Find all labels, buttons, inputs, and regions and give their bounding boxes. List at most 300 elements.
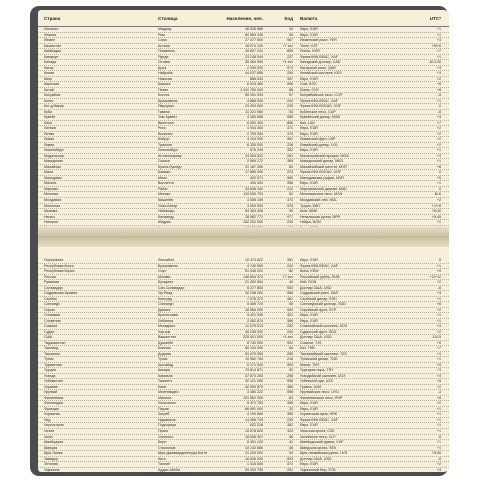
code-cell: 34: [289, 27, 293, 31]
country-cell: Катар: [44, 65, 54, 70]
code-cell: 967: [287, 38, 293, 43]
utc-cell: +5:45: [431, 214, 441, 219]
utc-cell: +6:30: [431, 209, 441, 214]
population-cell: 18 006 407: [245, 434, 263, 439]
code-cell: 356: [287, 181, 293, 186]
population-cell: 66 991 000: [245, 406, 263, 411]
country-cell: Сингапур: [44, 302, 60, 307]
currency-cell: Евро, EUR: [300, 318, 318, 323]
population-cell: 866 633: [250, 76, 263, 81]
population-cell: 1 315 635: [247, 462, 263, 467]
population-cell: 21 262 504: [245, 280, 263, 285]
bottom-page: [38, 247, 449, 472]
utc-cell: -8/-6: [433, 192, 441, 197]
capital-cell: Стокгольм: [158, 445, 176, 450]
capital-cell: Мале: [158, 175, 168, 180]
country-cell: Словения: [44, 318, 61, 323]
population-cell: 16 626 000: [245, 456, 263, 461]
code-cell: 249: [287, 329, 293, 334]
capital-cell: Рига: [158, 126, 166, 131]
capital-cell: Улан-Батор: [158, 203, 178, 208]
capital-cell: Куала-Лумпур: [158, 164, 182, 169]
utc-cell: +2: [436, 401, 441, 406]
utc-cell: +9: [436, 269, 441, 274]
utc-cell: +1: [436, 423, 441, 428]
currency-cell: Франк КФА ВЕАС, XAF: [300, 54, 338, 59]
currency-cell: Кенийский шиллинг, KES: [300, 71, 342, 76]
code-cell: 65: [289, 302, 293, 307]
population-cell: 14 496 739: [245, 417, 263, 422]
code-cell: 94: [289, 451, 293, 456]
population-cell: 5 471 753: [247, 401, 263, 406]
header-utc: UTC*: [429, 16, 441, 21]
country-cell: Мексика: [44, 192, 59, 197]
utc-cell: +3: [436, 373, 441, 378]
population-cell: 182 202 000: [243, 220, 263, 225]
utc-cell: +8: [436, 164, 441, 169]
bottom-table-body: [38, 258, 449, 472]
country-cell: Куба: [44, 109, 52, 114]
population-cell: 10 142 686: [245, 445, 263, 450]
code-cell: +1 ххх: [282, 335, 293, 340]
currency-cell: Доллар США, USD: [300, 456, 332, 461]
code-cell: 223: [287, 170, 293, 175]
country-cell: Шри-Ланка: [44, 451, 63, 456]
capital-cell: Прага: [158, 428, 168, 433]
capital-cell: Могадишо: [158, 324, 176, 329]
currency-cell: Ливийский динар, LYD: [300, 142, 338, 147]
currency-cell: Канадский доллар, CAD: [300, 60, 341, 65]
population-cell: 23 248 044: [245, 54, 263, 59]
country-cell: Республика Конго: [44, 263, 74, 268]
currency-cell: Евро, EUR: [300, 313, 318, 318]
country-cell: Черногория: [44, 423, 64, 428]
currency-cell: Малайзийский ринггит, MYR: [300, 164, 348, 169]
code-cell: 41: [289, 440, 293, 445]
utc-cell: +1: [436, 428, 441, 433]
utc-cell: +3: [436, 115, 441, 120]
code-cell: 261: [287, 153, 293, 158]
code-cell: 57: [289, 93, 293, 98]
capital-cell: Эль-Кувейт: [158, 115, 178, 120]
country-cell: Сербия: [44, 296, 57, 301]
utc-cell: +1: [436, 296, 441, 301]
capital-cell: Хельсинки: [158, 401, 176, 406]
utc-cell: +1: [436, 412, 441, 417]
country-cell: Камерун: [44, 54, 59, 59]
top-table-body: [38, 27, 449, 227]
currency-cell: Суданский фунт, SDG: [300, 329, 337, 334]
country-cell: Сальвадор: [44, 285, 63, 290]
utc-cell: -3: [437, 390, 441, 395]
utc-cell: +5: [436, 379, 441, 384]
code-cell: 966: [287, 291, 293, 296]
capital-cell: Любляна: [158, 318, 173, 323]
code-cell: 963: [287, 307, 293, 312]
capital-cell: Аддис-Абеба: [158, 467, 180, 472]
currency-cell: Сербский динар, RSD: [300, 296, 337, 301]
capital-cell: Монтевидео: [158, 390, 179, 395]
population-cell: 5 171 943: [247, 362, 263, 367]
currency-cell: Евро, EUR: [300, 131, 318, 136]
currency-cell: Мальдивская руфия, MVR: [300, 175, 344, 180]
code-cell: 251: [287, 467, 293, 472]
country-cell: Швеция: [44, 445, 58, 450]
country-cell: Казахстан: [44, 43, 61, 48]
currency-cell: Евро, EUR: [300, 148, 318, 153]
code-cell: 40: [289, 280, 293, 285]
population-cell: 24 053 832: [245, 153, 263, 158]
code-cell: 52: [289, 192, 293, 197]
country-cell: Камбоджа: [44, 49, 61, 54]
currency-cell: Манат, TMT: [300, 362, 320, 367]
capital-cell: Бамако: [158, 170, 171, 175]
country-cell: Мальта: [44, 181, 57, 186]
currency-cell: Чилийское песо, CLP: [300, 434, 336, 439]
currency-cell: Сингапурский доллар, SGD: [300, 302, 346, 307]
code-cell: 90: [289, 368, 293, 373]
capital-cell: Сана: [158, 38, 167, 43]
capital-cell: Антананариву: [158, 153, 182, 158]
population-cell: 6 330 000: [247, 142, 263, 147]
country-cell: Чили: [44, 434, 53, 439]
capital-cell: Анкара: [158, 368, 171, 373]
population-cell: 6 492 400: [247, 120, 263, 125]
currency-cell: Франк КФА ВЕАС, XAF: [300, 98, 338, 103]
currency-cell: Евро, EUR: [300, 76, 318, 81]
population-cell: 40 235 000: [245, 329, 263, 334]
capital-cell: Бейрут: [158, 137, 170, 142]
code-cell: 82: [289, 269, 293, 274]
capital-cell: Эр-Рияд: [158, 291, 173, 296]
country-cell: Малайзия: [44, 164, 61, 169]
country-cell: Сирия: [44, 307, 55, 312]
currency-cell: Чешская крона, CZK: [300, 428, 335, 433]
capital-cell: Пномпень: [158, 49, 175, 54]
country-cell: Украина: [44, 384, 58, 389]
code-cell: 218: [287, 142, 293, 147]
code-cell: 351: [287, 258, 293, 262]
country-cell: Мали: [44, 170, 54, 175]
country-cell: Филиппины: [44, 395, 64, 400]
population-cell: 8 401 120: [247, 440, 263, 445]
country-cell: Франция: [44, 406, 59, 411]
population-cell: 6 377 853: [247, 285, 263, 290]
code-cell: 234: [287, 220, 293, 225]
capital-cell: Ашхабад: [158, 362, 174, 367]
population-cell: 5 421 349: [247, 313, 263, 318]
population-cell: 31 187 265: [245, 164, 263, 169]
population-cell: 54 363 426: [245, 209, 263, 214]
currency-cell: Кьят, MMK: [300, 209, 318, 214]
country-cell: Таджикистан: [44, 340, 66, 345]
utc-cell: +2: [436, 76, 441, 81]
code-cell: 856: [287, 120, 293, 125]
capital-cell: Сеул: [158, 269, 167, 274]
country-cell: Ливан: [44, 137, 55, 142]
country-cell: Нигерия: [44, 220, 58, 225]
code-cell: 255: [287, 351, 293, 356]
currency-cell: Македонский денар, MKD: [300, 159, 344, 164]
utc-cell: +1: [436, 406, 441, 411]
country-cell: Португалия: [44, 258, 64, 262]
population-cell: 11 079 013: [245, 324, 263, 329]
capital-cell: Триполи: [158, 142, 172, 147]
code-cell: 993: [287, 362, 293, 367]
population-cell: 402 071: [250, 175, 263, 180]
capital-cell: Никосия: [158, 76, 172, 81]
utc-cell: +2: [436, 307, 441, 312]
capital-cell: Ташкент: [158, 379, 173, 384]
code-cell: 380: [287, 384, 293, 389]
country-cell: Молдавия: [44, 197, 62, 202]
country-cell: Монголия: [44, 203, 61, 208]
utc-cell: 0: [439, 258, 441, 262]
code-cell: 855: [287, 49, 293, 54]
capital-cell: Париж: [158, 406, 169, 411]
country-cell: Россия: [44, 274, 56, 279]
currency-cell: Риель, KHR: [300, 49, 320, 54]
utc-cell: +6: [436, 82, 441, 87]
capital-cell: Люксембург: [158, 148, 178, 153]
code-cell: 60: [289, 164, 293, 169]
population-cell: 3 555 159: [247, 197, 263, 202]
country-cell: Латвия: [44, 126, 56, 131]
currency-cell: Катарский риал, QAR: [300, 65, 336, 70]
population-cell: 101 562 305: [243, 395, 263, 400]
country-cell: Сомали: [44, 324, 58, 329]
currency-cell: Сомалийский шиллинг, SOS: [300, 324, 348, 329]
code-cell: 358: [287, 401, 293, 406]
code-cell: +7 ххх: [282, 274, 293, 279]
utc-cell: +1: [436, 220, 441, 225]
currency-cell: Франк КФА ВЕАС, XAF: [300, 417, 338, 422]
utc-cell: +1: [436, 98, 441, 103]
capital-cell: Белград: [158, 296, 172, 301]
capital-cell: Вашингтон: [158, 335, 177, 340]
country-cell: Туркмения: [44, 362, 62, 367]
code-cell: 382: [287, 423, 293, 428]
code-cell: 373: [287, 197, 293, 202]
capital-cell: Оттава: [158, 60, 170, 65]
capital-cell: Вильнюс: [158, 131, 173, 136]
code-cell: 961: [287, 137, 293, 142]
population-cell: 32 121 000: [245, 379, 263, 384]
utc-cell: +1: [436, 445, 441, 450]
capital-cell: Бангкок: [158, 346, 171, 351]
code-cell: 974: [287, 65, 293, 70]
utc-cell: +3: [436, 351, 441, 356]
capital-cell: Бухарест: [158, 280, 174, 285]
utc-cell: +3: [436, 71, 441, 76]
utc-cell: +2: [436, 131, 441, 136]
utc-cell: +7/+8: [431, 203, 441, 208]
capital-cell: Валлетта: [158, 181, 174, 186]
population-cell: 35 464 000: [245, 60, 263, 65]
code-cell: 66: [289, 346, 293, 351]
currency-cell: Молдавский лей, MDL: [300, 197, 338, 202]
code-cell: 39: [289, 32, 293, 37]
country-cell: Чад: [44, 417, 51, 422]
utc-cell: +3: [436, 38, 441, 43]
population-cell: 60 589 445: [245, 32, 263, 37]
population-cell: 5 469 724: [247, 302, 263, 307]
capital-cell: Хартум: [158, 329, 171, 334]
currency-cell: Шведская крона, SEK: [300, 445, 337, 450]
capital-cell: Додома: [158, 351, 171, 356]
country-cell: Македония: [44, 159, 63, 164]
code-cell: 976: [287, 203, 293, 208]
utc-cell: 0: [439, 186, 441, 191]
code-cell: 503: [287, 285, 293, 290]
country-cell: Республика Корея: [44, 269, 75, 274]
currency-cell: Узбекский сум, UZS: [300, 379, 333, 384]
population-cell: 325 401 000: [243, 335, 263, 340]
currency-cell: Бат, THB: [300, 346, 315, 351]
table-header: [38, 14, 449, 27]
population-cell: 51 446 201: [245, 269, 263, 274]
utc-cell: +3: [436, 153, 441, 158]
capital-cell: Берн: [158, 440, 167, 445]
currency-cell: Сом, KGS: [300, 82, 317, 87]
country-cell: Литва: [44, 131, 54, 136]
currency-cell: Тугрик, MNT: [300, 203, 321, 208]
code-cell: +7 ххх: [282, 43, 293, 48]
country-cell: Швейцария: [44, 440, 64, 445]
capital-cell: Рим: [158, 32, 165, 37]
capital-cell: Нджамена: [158, 417, 176, 422]
population-cell: 2 062 874: [247, 318, 263, 323]
code-cell: 56: [289, 434, 293, 439]
utc-cell: +8: [436, 87, 441, 92]
utc-cell: +5: [436, 175, 441, 180]
population-cell: 33 848 242: [245, 186, 263, 191]
currency-cell: Кип, LAK: [300, 120, 315, 125]
header-capital: Столица: [158, 16, 178, 21]
currency-cell: Евро, EUR: [300, 126, 318, 131]
population-cell: 6 019 480: [247, 82, 263, 87]
country-cell: Эфиопия: [44, 467, 60, 472]
code-cell: 385: [287, 412, 293, 417]
country-cell: Румыния: [44, 280, 60, 285]
capital-cell: Браззавиль: [158, 98, 178, 103]
utc-cell: +1: [436, 318, 441, 323]
population-cell: 10 374 822: [245, 258, 263, 262]
currency-cell: Вона, KRW: [300, 269, 319, 274]
population-cell: 8 742 000: [247, 340, 263, 345]
code-cell: 593: [287, 456, 293, 461]
utc-cell: +7: [436, 346, 441, 351]
utc-cell: +3: [436, 368, 441, 373]
population-cell: 18 564 000: [245, 307, 263, 312]
utc-cell: +8: [436, 395, 441, 400]
currency-cell: Евро, EUR: [300, 258, 318, 262]
currency-cell: Непальская рупия, NPR: [300, 214, 341, 219]
code-cell: 235: [287, 417, 293, 422]
capital-cell: Богота: [158, 93, 170, 98]
capital-cell: Душанбе: [158, 340, 174, 345]
country-cell: Люксембург: [44, 148, 64, 153]
currency-cell: Швейцарский франк, CHF: [300, 440, 344, 445]
currency-cell: Филиппинское песо, PHP: [300, 395, 343, 400]
country-cell: Непал: [44, 214, 55, 219]
country-cell: Мьянма: [44, 209, 58, 214]
population-cell: 11 221 060: [245, 109, 263, 114]
country-cell: Италия: [44, 32, 57, 37]
capital-cell: Кито: [158, 456, 166, 461]
country-cell: Канада: [44, 60, 57, 65]
code-cell: 63: [289, 395, 293, 400]
utc-cell: +3: [436, 467, 441, 472]
utc-cell: +2: [436, 137, 441, 142]
population-cell: 50 091 933: [245, 93, 263, 98]
capital-cell: Шри-Джаяварденепура-Котте: [158, 451, 208, 456]
code-cell: 242: [287, 263, 293, 268]
population-cell: 65 104 000: [245, 346, 263, 351]
country-cell: Киргизия: [44, 82, 60, 87]
capital-cell: Ямусукро: [158, 104, 175, 109]
country-cell: Уругвай: [44, 390, 58, 395]
population-cell: 7 076 372: [247, 296, 263, 301]
currency-cell: Найра, NGN: [300, 220, 321, 225]
capital-cell: Рабат: [158, 186, 168, 191]
capital-cell: Астана: [158, 43, 170, 48]
country-cell: Словакия: [44, 313, 61, 318]
country-cell: Судан: [44, 329, 55, 334]
country-cell: Узбекистан: [44, 379, 63, 384]
code-cell: 256: [287, 373, 293, 378]
currency-cell: Сомони, TJS: [300, 340, 322, 345]
utc-cell: +1: [436, 417, 441, 422]
population-cell: 46 528 966: [245, 27, 263, 31]
code-cell: 996: [287, 82, 293, 87]
country-cell: Таиланд: [44, 346, 59, 351]
utc-cell: +2/+12: [429, 274, 441, 279]
code-cell: 252: [287, 324, 293, 329]
population-cell: 4 183 658: [247, 115, 263, 120]
code-cell: 598: [287, 390, 293, 395]
code-cell: 242: [287, 98, 293, 103]
currency-cell: Юань, CNY: [300, 87, 320, 92]
utc-cell: +1: [436, 357, 441, 362]
capital-cell: Скопье: [158, 159, 171, 164]
code-cell: 389: [287, 159, 293, 164]
capital-cell: Кампала: [158, 373, 173, 378]
code-cell: 965: [287, 115, 293, 120]
currency-cell: Евро, EUR: [300, 181, 318, 186]
population-cell: 576 249: [250, 148, 263, 153]
utc-cell: -5: [437, 109, 441, 114]
population-cell: 17 885 000: [245, 170, 263, 175]
country-cell: Уганда: [44, 373, 56, 378]
population-cell: 42 590 879: [245, 384, 263, 389]
country-cell: Марокко: [44, 186, 59, 191]
population-cell: 146 804 372: [243, 274, 263, 279]
code-cell: 992: [287, 340, 293, 345]
utc-cell: +1: [436, 440, 441, 445]
country-cell: Танзания: [44, 351, 60, 356]
country-cell: Саудовская Аравия: [44, 291, 77, 296]
capital-cell: Доха: [158, 65, 167, 70]
capital-cell: Киев: [158, 384, 167, 389]
utc-cell: +2: [436, 384, 441, 389]
code-cell: 86: [289, 87, 293, 92]
capital-cell: Браззавиль: [158, 263, 178, 268]
utc-cell: 0: [439, 104, 441, 109]
code-cell: 46: [289, 445, 293, 450]
country-cell: США: [44, 335, 53, 340]
utc-cell: +2: [436, 197, 441, 202]
